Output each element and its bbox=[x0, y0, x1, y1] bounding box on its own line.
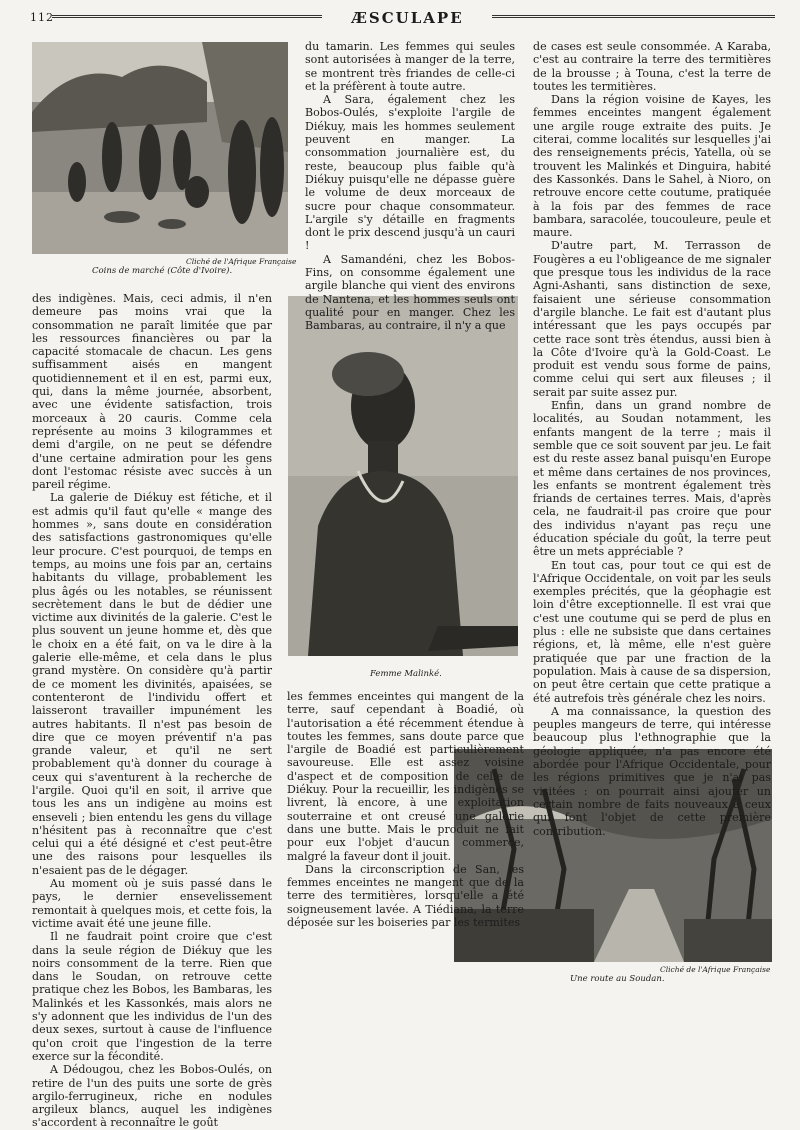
column-1 bbox=[32, 292, 272, 1130]
paragraph: Enfin, dans un grand nombre de localités, au Soudan notamment, les enfants mangent de la terre ; mais il semble que ce soit souvent par jeu. Le fait est du reste assez banal puisqu'en Europe et même dans certaines de nos provinces, les enfants se montrent également très friands de certaines terres. Mais, d'après cela, ne faudrait-il pas croire que pour des individus n'ayant pas reçu une éducation spéciale du goût, la terre peut être un mets appréciable ? bbox=[533, 399, 771, 559]
road-photo-credit: Cliché de l'Afrique Française bbox=[660, 965, 771, 974]
woman-photo bbox=[288, 296, 518, 656]
market-photo-credit: Cliché de l'Afrique Française bbox=[186, 257, 297, 266]
paragraph: A Sara, également chez les Bobos-Oulés, s'exploite l'argile de Diékuy, mais les hommes seulement peuvent en manger. La consommation journalière est, du reste, beaucoup plus faible qu'à Diékuy puisqu'elle ne dépasse guère le volume de deux morceaux de sucre pour chaque consommateur. L'argile s'y détaille en fragments dont le prix descend jusqu'à un cauri ! bbox=[305, 93, 515, 253]
paragraph: des indigènes. Mais, ceci admis, il n'en demeure pas moins vrai que la consommation ne paraît limitée que par les ressources financières ou par la capacité stomacale de chacun. Les gens suffisamment aisés en mangent quotidiennement et il en est, parmi eux, qui, dans la même journée, absorbent, avec une évidente satisfaction, trois morceaux à 20 cauris. Comme cela représente au moins 3 kilogrammes et demi d'argile, on ne peut se défendre d'une certaine admiration pour les gens dont l'estomac résiste avec succès à un pareil régime. bbox=[32, 292, 272, 492]
header-rule-left bbox=[52, 15, 322, 21]
paragraph: du tamarin. Les femmes qui seules sont autorisées à manger de la terre, se montrent très friandes de celle-ci et la préfèrent à toute autre. bbox=[305, 40, 515, 93]
column-3 bbox=[533, 40, 771, 838]
paragraph: de cases est seule consommée. A Karaba, c'est au contraire la terre des termitières de la brousse ; à Touna, c'est la terre de toutes les termitières. bbox=[533, 40, 771, 93]
page-number: 112 bbox=[30, 11, 54, 24]
paragraph: En tout cas, pour tout ce qui est de l'Afrique Occidentale, on voit par les seuls exemples précités, que la géophagie est loin d'être exceptionnelle. Il est vrai que c'est une coutume qui se perd de plus en plus : elle ne subsiste que dans certaines régions, et, là même, elle n'est guère pratiquée que par une fraction de la population. Mais à cause de sa dispersion, on peut être certain que cette pratique a été autrefois très générale chez les noirs. bbox=[533, 558, 771, 705]
market-photo-caption: Coins de marché (Côte d'Ivoire). bbox=[92, 266, 233, 276]
paragraph: Au moment où je suis passé dans le pays, le dernier ensevelissement remontait à quelques mois, et cette fois, la victime avait été une jeune fille. bbox=[32, 877, 272, 930]
paragraph: Dans la région voisine de Kayes, les femmes enceintes mangent également une argile rouge extraite des puits. Je citerai, comme localités sur lesquelles j'ai des renseignements précis, Yatella, où se trouvent les Malinkés et Dinguira, habité des Kassonkés. Dans le Sahel, à Nioro, on retrouve encore cette coutume, pratiquée à la fois par des femmes de race bambara, saracolée, toucouleure, peule et maure. bbox=[533, 93, 771, 240]
column-2-top bbox=[305, 40, 515, 333]
paragraph: A ma connaissance, la question des peuples mangeurs de terre, qui intéresse beaucoup plus l'ethnographie que la géologie appliquée, n'a pas encore été abordée pour l'Afrique Occidentale, pour les régions primitives que je n'ai pas visitées : on pourrait ainsi ajouter un certain nombre de faits nouveaux à ceux qui font l'objet de cette première contribution. bbox=[533, 704, 771, 838]
road-photo-caption: Une route au Soudan. bbox=[570, 974, 665, 984]
paragraph: A Samandéni, chez les Bobos-Fins, on consomme également une argile blanche qui vient des environs de Nantena, et les hommes seuls ont qualité pour en manger. Chez les Bambaras, au contraire, il n'y a que bbox=[305, 252, 515, 333]
market-photo bbox=[32, 42, 288, 254]
journal-title: ÆSCULAPE bbox=[351, 9, 464, 27]
paragraph: D'autre part, M. Terrasson de Fougères a eu l'obligeance de me signaler que presque tous les individus de la race Agni-Ashanti, sans distinction de sexe, faisaient une sérieuse consommation d'argile blanche. Le fait est d'autant plus intéressant que les pays occupés par cette race sont très étendus, aussi bien à la Côte d'Ivoire qu'à la Gold-Coast. Le produit est vendu sous forme de pains, comme celui qui sert aux fileuses ; il serait par suite assez pur. bbox=[533, 239, 771, 399]
header-rule-right bbox=[492, 15, 775, 21]
paragraph: A Dédougou, chez les Bobos-Oulés, on retire de l'un des puits une sorte de grès argilo-ferrugineux, riche en nodules argileux blancs, auquel les indigènes s'accordent à reconnaître le goût bbox=[32, 1063, 272, 1130]
paragraph: La galerie de Diékuy est fétiche, et il est admis qu'il faut qu'elle « mange des hommes », sans doute en considération des satisfactions gastronomiques qu'elle leur procure. C'est pourquoi, de temps en temps, au moins une fois par an, certains habitants du village, probablement les plus âgés ou les notables, se réunissent secrètement dans le but de dédier une victime aux divinités de la galerie. C'est le plus souvent un jeune homme et, dès que le choix en a été fait, on va le dire à la galerie elle-même, et cela dans le plus grand mystère. On considère qu'à partir de ce moment les divinités, apaisées, se contenteront de l'individu offert et laisseront travailler impunément les autres habitants. Il n'est pas besoin de dire que ce moyen préventif n'a pas grande valeur, et qu'il ne sert probablement qu'à donner du courage à ceux qui s'aventurent à la recherche de l'argile. Quoi qu'il en soit, il arrive que tous les ans un indigène au moins est enseveli ; bien entendu les gens du village n'hésitent pas à reconnaître que c'est celui qui a été désigné et c'est peut-être une des raisons pour lesquelles ils n'esaient pas de le dégager. bbox=[32, 491, 272, 877]
paragraph: Dans la circonscription de San, les femmes enceintes ne mangent que de la terre des termitières, lorsqu'elle a été soigneusement lavée. A Tiédiana, la terre déposée sur les boiseries par les termites bbox=[287, 862, 524, 930]
paragraph: les femmes enceintes qui mangent de la terre, sauf cependant à Boadié, où l'autorisation a été récemment étendue à toutes les femmes, sans doute parce que l'argile de Boadié est particulièrement savoureuse. Elle est assez voisine d'aspect et de composition de celle de Diékuy. Pour la recueillir, les indigènes se livrent, là encore, à une exploitation souterraine et ont creusé une galerie dans une butte. Mais le produit ne fait pour eux l'objet d'aucun commerce, malgré la faveur dont il jouit. bbox=[287, 690, 524, 863]
paragraph: Il ne faudrait point croire que c'est dans la seule région de Diékuy que les noirs consomment de la terre. Rien que dans le Soudan, on retrouve cette pratique chez les Bobos, les Bambaras, les Malinkés et les Kassonkés, mais alors ne s'y adonnent que les individus de l'un des deux sexes, surtout à cause de l'influence qu'on croit que l'ingestion de la terre exerce sur la fécondité. bbox=[32, 930, 272, 1063]
woman-photo-caption: Femme Malinké. bbox=[370, 669, 442, 679]
page-header bbox=[30, 8, 775, 28]
column-2-bottom bbox=[287, 690, 524, 929]
